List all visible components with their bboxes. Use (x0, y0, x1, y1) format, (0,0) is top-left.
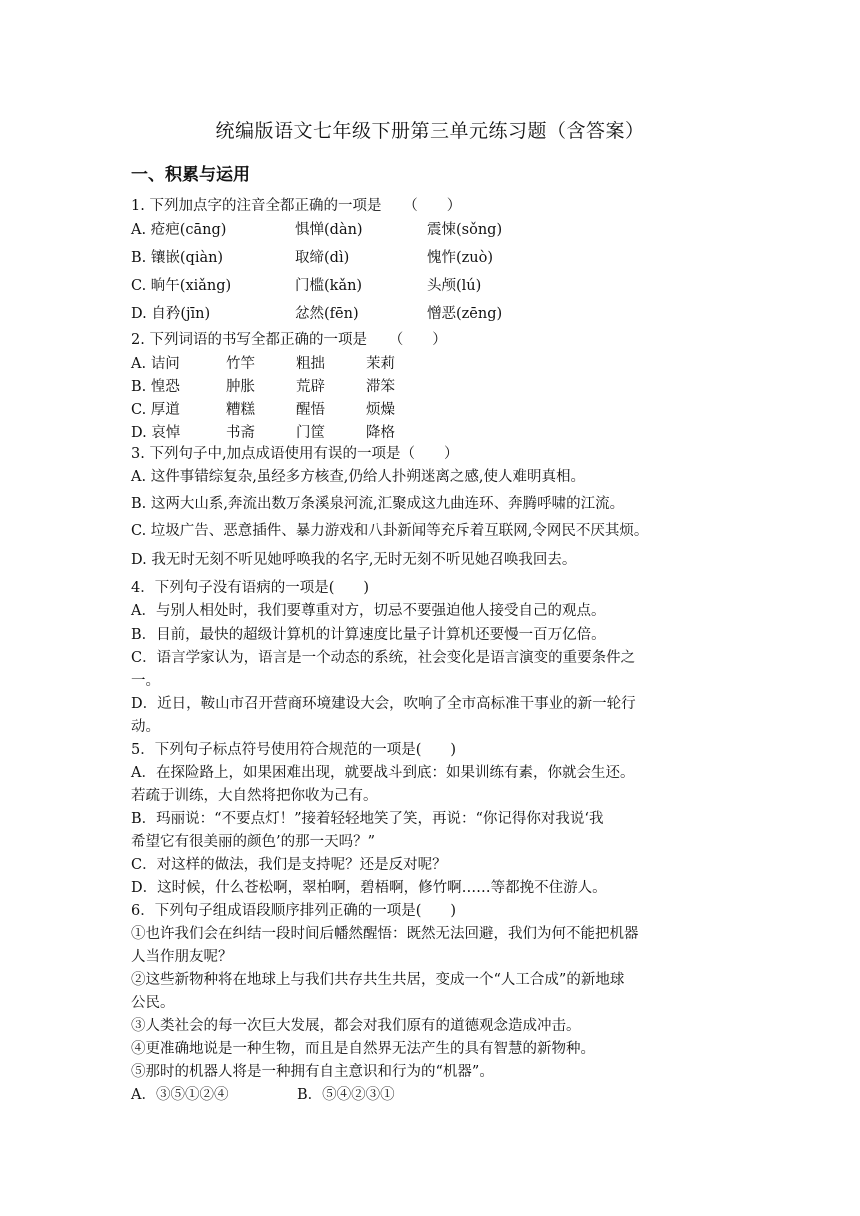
q4-option-b: B．目前，最快的超级计算机的计算速度比量子计算机还要慢一百万亿倍。 (131, 627, 606, 643)
q6-sentence-3: ③人类社会的每一次巨大发展，都会对我们原有的道德观念造成冲击。 (131, 1018, 581, 1034)
q1-option-cell: 取缔(dì) (295, 250, 350, 266)
q1-option-cell: C. 晌午(xiǎng) (131, 278, 232, 294)
q5-option-b-line2: 希望它有很美丽的颜色’的那一天吗？” (131, 834, 376, 850)
document-title: 统编版语文七年级下册第三单元练习题（含答案） (215, 120, 645, 142)
section-heading: 一、积累与运用 (131, 165, 250, 185)
q1-option-cell: D. 自矜(jīn) (131, 306, 211, 322)
question-5-stem: 5．下列句子标点符号使用符合规范的一项是( ) (131, 742, 457, 758)
q2-option-cell: 烦燥 (366, 402, 395, 418)
q4-option-c-line2: 一。 (131, 673, 160, 689)
q2-option-cell: C. 厚道 (131, 402, 180, 418)
q1-option-cell: 震悚(sǒng) (427, 222, 503, 238)
q5-option-c: C．对这样的做法，我们是支持呢？还是反对呢？ (131, 857, 447, 873)
q6-sentence-5: ⑤那时的机器人将是一种拥有自主意识和行为的“机器”。 (131, 1064, 494, 1080)
q2-option-cell: 荒辟 (296, 379, 325, 395)
q6-sentence-2-line2: 公民。 (131, 995, 175, 1011)
q2-option-cell: 醒悟 (296, 402, 325, 418)
q1-option-cell: 忿然(fēn) (295, 306, 359, 322)
q6-option-b: B．⑤④②③① (297, 1087, 395, 1103)
q2-option-row (131, 423, 731, 446)
q5-option-b-line1: B．玛丽说：“不要点灯！”接着轻轻地笑了笑，再说：“你记得你对我说‘我 (131, 811, 604, 827)
q4-option-d-line1: D．近日，鞍山市召开营商环境建设大会，吹响了全市高标准干事业的新一轮行 (131, 696, 636, 712)
q1-option-row (131, 276, 731, 304)
q2-option-cell: A. 诘问 (131, 356, 180, 372)
q3-option-d: D. 我无时无刻不听见她呼唤我的名字,无时无刻不听见她召唤我回去。 (131, 552, 577, 568)
question-6-stem: 6．下列句子组成语段顺序排列正确的一项是( ) (131, 903, 457, 919)
q2-option-cell: 降格 (366, 425, 395, 441)
q2-option-cell: 肿胀 (226, 379, 255, 395)
q2-option-cell: 门筐 (296, 425, 325, 441)
q1-option-cell: 头颅(lú) (427, 278, 482, 294)
q5-option-d: D．这时候，什么苍松啊，翠柏啊，碧梧啊，修竹啊……等都挽不住游人。 (131, 880, 607, 896)
q1-option-row (131, 304, 731, 332)
q1-option-cell: 愧怍(zuò) (427, 250, 494, 266)
q6-sentence-2-line1: ②这些新物种将在地球上与我们共存共生共居，变成一个“人工合成”的新地球 (131, 972, 625, 988)
q1-option-cell: 憎恶(zēng) (427, 306, 503, 322)
q1-option-cell: 门槛(kǎn) (295, 278, 363, 294)
q5-option-a-line1: A．在探险路上，如果困难出现，就要战斗到底：如果训练有素，你就会生还。 (131, 765, 635, 781)
q2-option-row (131, 400, 731, 423)
q6-sentence-1-line1: ①也许我们会在纠结一段时间后幡然醒悟：既然无法回避，我们为何不能把机器 (131, 926, 639, 942)
q4-option-d-line2: 动。 (131, 719, 160, 735)
q6-sentence-4: ④更准确地说是一种生物，而且是自然界无法产生的具有智慧的新物种。 (131, 1041, 595, 1057)
question-2-stem: 2. 下列词语的书写全都正确的一项是 （ ） (131, 332, 447, 348)
q5-option-a-line2: 若疏于训练，大自然将把你收为己有。 (131, 788, 378, 804)
q3-option-b: B. 这两大山系,奔流出数万条溪泉河流,汇聚成这九曲连环、奔腾呼啸的江流。 (131, 496, 625, 512)
q1-option-cell: B. 镶嵌(qiàn) (131, 250, 224, 266)
q2-option-cell: 粗拙 (296, 356, 325, 372)
q1-option-cell: A. 疮疤(cāng) (131, 222, 227, 238)
question-2-options (131, 354, 731, 446)
q2-option-cell: 糟糕 (226, 402, 255, 418)
question-3-stem: 3. 下列句子中,加点成语使用有误的一项是（ ） (131, 446, 459, 462)
q6-option-a: A．③⑤①②④ (131, 1087, 229, 1103)
q3-option-a: A. 这件事错综复杂,虽经多方核查,仍给人扑朔迷离之感,使人难明真相。 (131, 469, 586, 485)
q2-option-row (131, 354, 731, 377)
q1-option-cell: 惧惮(dàn) (295, 222, 363, 238)
q6-sentence-1-line2: 人当作朋友呢？ (131, 949, 233, 965)
q2-option-cell: 书斋 (226, 425, 255, 441)
q2-option-cell: D. 哀悼 (131, 425, 181, 441)
q4-option-a: A．与别人相处时，我们要尊重对方，切忌不要强迫他人接受自己的观点。 (131, 603, 606, 619)
q3-option-c: C. 垃圾广告、恶意插件、暴力游戏和八卦新闻等充斥着互联网,令网民不厌其烦。 (131, 523, 649, 539)
q2-option-cell: B. 惶恐 (131, 379, 180, 395)
q2-option-cell: 滞笨 (366, 379, 395, 395)
q4-option-c-line1: C．语言学家认为，语言是一个动态的系统，社会变化是语言演变的重要条件之 (131, 650, 636, 666)
q6-option-row (131, 1085, 395, 1105)
q2-option-cell: 茉莉 (366, 356, 395, 372)
question-1-options (131, 220, 731, 332)
q1-option-row (131, 248, 731, 276)
q2-option-row (131, 377, 731, 400)
question-4-stem: 4．下列句子没有语病的一项是( ) (131, 580, 370, 596)
question-1-stem: 1. 下列加点字的注音全都正确的一项是 （ ） (131, 198, 462, 214)
q2-option-cell: 竹竿 (226, 356, 255, 372)
q1-option-row (131, 220, 731, 248)
